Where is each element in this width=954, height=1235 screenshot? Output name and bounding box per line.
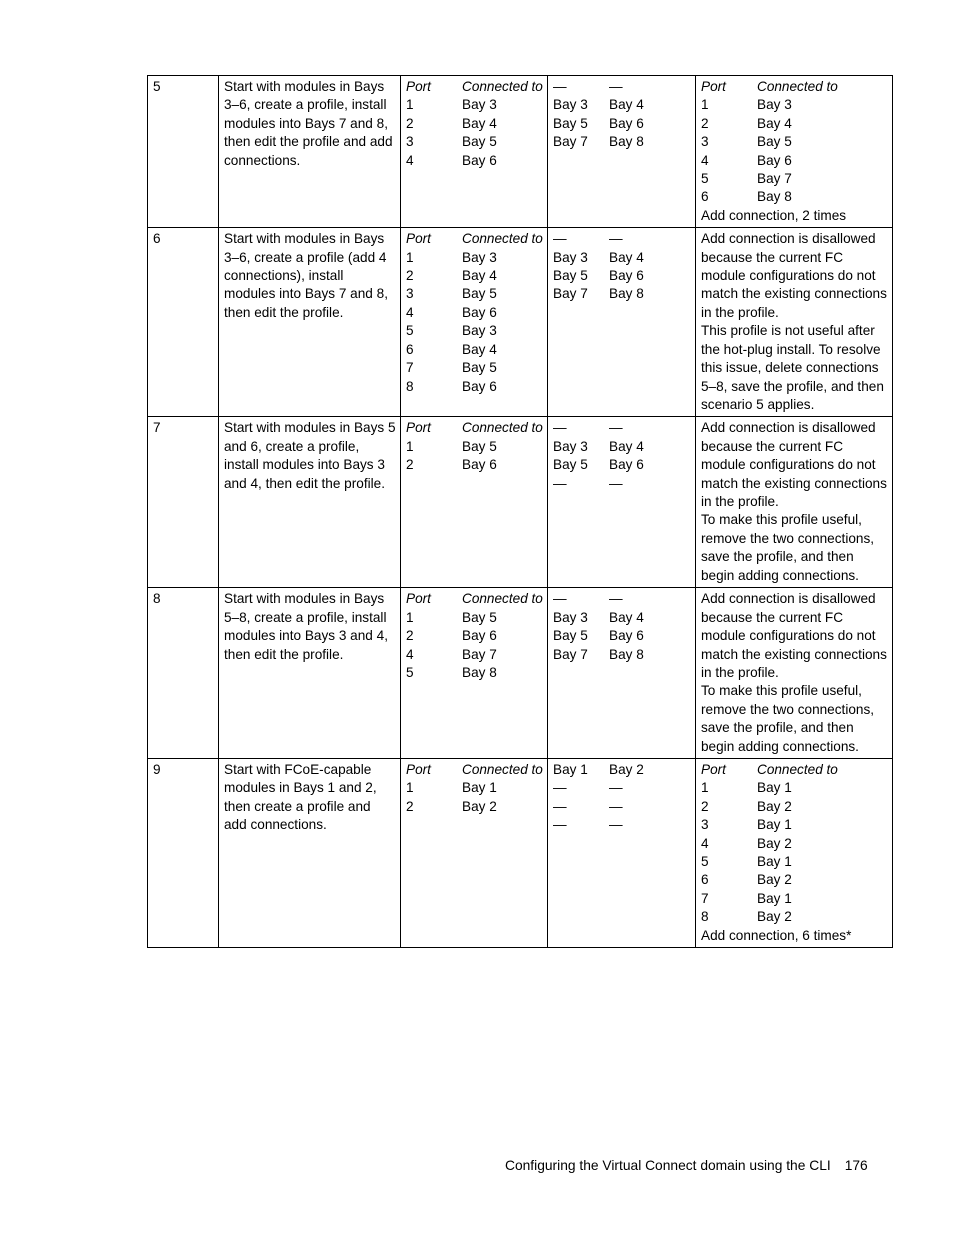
port-row: [406, 438, 543, 456]
port-row-right: Bay 3: [462, 323, 497, 339]
result-port-row-left: 1: [701, 97, 709, 113]
result-cell: [696, 758, 893, 947]
port-header-left: Port: [406, 79, 431, 94]
result-port-row: [701, 853, 888, 871]
result-cell: [696, 228, 893, 417]
port-row-right: Bay 3: [462, 249, 497, 265]
bay-row-right: Bay 6: [609, 115, 644, 131]
scenario-description-cell: [219, 228, 401, 417]
port-row-right: Bay 7: [462, 646, 497, 662]
scenario-description: Start with modules in Bays 3–6, create a profile (add 4 connections), install modules into Bays 7 and 8, then edit the profile.: [224, 231, 388, 320]
scenario-description-cell: [219, 417, 401, 588]
scenario-table-body: [148, 76, 893, 948]
scenario-number-cell: [148, 228, 219, 417]
bay-row-right: —: [609, 79, 623, 94]
result-port-row-right: Bay 2: [757, 909, 792, 925]
port-row: [406, 304, 543, 322]
port-header-left: Port: [406, 591, 431, 607]
port-header-left: Port: [406, 231, 431, 247]
bay-row-right: Bay 6: [609, 268, 644, 284]
bay-row-left: —: [553, 798, 567, 814]
port-row: [406, 609, 543, 627]
bay-row-left: Bay 5: [553, 628, 588, 644]
scenario-description: Start with modules in Bays 5 and 6, create a profile, install modules into Bays 3 and 4, then edit the profile.: [224, 420, 396, 491]
result-cell: [696, 417, 893, 588]
result-port-row-right: Bay 2: [757, 835, 792, 851]
port-row-right: Bay 4: [462, 341, 497, 357]
bay-modules-cell: [548, 758, 696, 947]
footer-title: Configuring the Virtual Connect domain using the CLI: [505, 1158, 831, 1173]
result-port-header-right: Connected to: [757, 79, 838, 94]
port-row: [406, 322, 543, 340]
bay-row-left: Bay 3: [553, 97, 588, 113]
port-header-right: Connected to: [462, 79, 543, 94]
scenario-number: 9: [153, 761, 161, 777]
bay-row-right: —: [609, 231, 623, 247]
bay-row-left: Bay 3: [553, 249, 588, 265]
port-header-right: Connected to: [462, 591, 543, 607]
scenario-description-cell: [219, 758, 401, 947]
result-port-row-right: Bay 7: [757, 171, 792, 187]
port-row-left: 4: [406, 646, 414, 662]
result-port-row: [701, 816, 888, 834]
port-row-left: 8: [406, 378, 414, 394]
bay-row-left: Bay 7: [553, 646, 588, 662]
port-row: [406, 456, 543, 474]
scenario-row: [148, 76, 893, 228]
result-port-row: [701, 835, 888, 853]
bay-row-right: —: [609, 475, 623, 491]
result-port-row-left: 7: [701, 890, 709, 906]
port-connections-cell: [401, 588, 548, 759]
port-row-right: Bay 6: [462, 628, 497, 644]
result-port-header: [701, 78, 888, 96]
port-row: [406, 378, 543, 396]
port-row-left: 1: [406, 438, 414, 454]
result-text: Add connection is disallowed because the current FC module configurations do not match the existing connections in the profile.: [701, 231, 887, 320]
result-port-row: [701, 170, 888, 188]
port-row-right: Bay 8: [462, 664, 497, 680]
scenario-number: 8: [153, 591, 161, 607]
result-port-row: [701, 890, 888, 908]
bay-row: [553, 609, 691, 627]
bay-row-right: Bay 4: [609, 97, 644, 113]
bay-row: [553, 475, 691, 493]
port-row-left: 1: [406, 609, 414, 625]
port-row-left: 2: [406, 798, 414, 814]
port-row: [406, 285, 543, 303]
port-row-right: Bay 5: [462, 360, 497, 376]
result-port-row-right: Bay 6: [757, 152, 792, 168]
result-port-row-right: Bay 4: [757, 115, 792, 131]
result-port-row: [701, 152, 888, 170]
result-port-row-left: 1: [701, 780, 709, 796]
port-header: [406, 761, 543, 779]
port-header: [406, 419, 543, 437]
scenario-row: [148, 758, 893, 947]
scenario-number-cell: [148, 417, 219, 588]
bay-row: [553, 816, 691, 834]
scenario-row: [148, 417, 893, 588]
scenario-number-cell: [148, 758, 219, 947]
bay-row-right: —: [609, 420, 623, 436]
bay-row: [553, 267, 691, 285]
bay-row-right: Bay 6: [609, 457, 644, 473]
bay-row: [553, 249, 691, 267]
bay-modules-cell: [548, 588, 696, 759]
port-row-left: 2: [406, 628, 414, 644]
port-header-right: Connected to: [462, 420, 543, 436]
bay-row: [553, 761, 691, 779]
port-header: [406, 230, 543, 248]
result-port-row-right: Bay 1: [757, 817, 792, 833]
port-row: [406, 341, 543, 359]
bay-row-left: Bay 7: [553, 286, 588, 302]
result-port-row-right: Bay 2: [757, 872, 792, 888]
result-text: Add connection is disallowed because the current FC module configurations do not match the existing connections in the profile.: [701, 420, 887, 509]
bay-row-left: Bay 7: [553, 134, 588, 150]
scenario-number: 5: [153, 79, 161, 94]
result-text: To make this profile useful, remove the two connections, save the profile, and then begin adding connections.: [701, 512, 875, 583]
bay-row: [553, 779, 691, 797]
port-row: [406, 249, 543, 267]
bay-row: [553, 96, 691, 114]
result-text: Add connection is disallowed because the current FC module configurations do not match the existing connections in the profile.: [701, 591, 887, 680]
result-text: This profile is not useful after the hot-plug install. To resolve this issue, delete connections 5–8, save the profile, and then scenario 5 applies.: [701, 323, 884, 412]
port-row-right: Bay 5: [462, 609, 497, 625]
result-port-row: [701, 96, 888, 114]
bay-modules-cell: [548, 228, 696, 417]
scenario-row: [148, 588, 893, 759]
port-row-right: Bay 6: [462, 457, 497, 473]
result-text: Add connection, 2 times: [701, 207, 847, 223]
result-port-row-left: 4: [701, 835, 709, 851]
result-port-row: [701, 115, 888, 133]
bay-row-right: Bay 2: [609, 761, 644, 777]
bay-row-right: Bay 8: [609, 286, 644, 302]
result-text: To make this profile useful, remove the two connections, save the profile, and then begin adding connections.: [701, 683, 875, 754]
bay-row-left: Bay 5: [553, 457, 588, 473]
bay-row-right: Bay 6: [609, 628, 644, 644]
result-port-row-left: 5: [701, 171, 709, 187]
port-row: [406, 798, 543, 816]
bay-row: [553, 230, 691, 248]
port-row: [406, 359, 543, 377]
port-row-left: 6: [406, 341, 414, 357]
bay-modules-cell: [548, 76, 696, 228]
scenario-description: Start with modules in Bays 3–6, create a profile, install modules into Bays 7 and 8, then edit the profile and add connections.: [224, 79, 393, 168]
result-port-header-right: Connected to: [757, 761, 838, 777]
port-row: [406, 779, 543, 797]
port-row-left: 5: [406, 664, 414, 680]
result-port-row: [701, 188, 888, 206]
port-row: [406, 96, 543, 114]
port-row-right: Bay 3: [462, 97, 497, 113]
result-port-row: [701, 779, 888, 797]
result-cell: [696, 76, 893, 228]
bay-row-left: —: [553, 420, 567, 436]
result-port-row: [701, 871, 888, 889]
port-header: [406, 590, 543, 608]
bay-row-right: Bay 4: [609, 438, 644, 454]
result-port-row-right: Bay 5: [757, 134, 792, 150]
result-text: Add connection, 6 times*: [701, 927, 852, 943]
bay-row: [553, 133, 691, 151]
result-port-row: [701, 908, 888, 926]
scenario-table: [147, 75, 893, 948]
bay-row-right: Bay 4: [609, 609, 644, 625]
bay-row-left: —: [553, 817, 567, 833]
bay-row: [553, 456, 691, 474]
port-header-right: Connected to: [462, 761, 543, 777]
bay-row: [553, 627, 691, 645]
bay-row: [553, 798, 691, 816]
port-connections-cell: [401, 758, 548, 947]
bay-row-left: Bay 3: [553, 438, 588, 454]
result-port-row-left: 3: [701, 817, 709, 833]
port-row-left: 1: [406, 249, 414, 265]
result-port-row-right: Bay 3: [757, 97, 792, 113]
result-port-row-right: Bay 2: [757, 798, 792, 814]
result-port-header-left: Port: [701, 79, 726, 94]
result-port-row: [701, 133, 888, 151]
port-row-left: 5: [406, 323, 414, 339]
port-row: [406, 646, 543, 664]
port-connections-cell: [401, 76, 548, 228]
page-footer: [505, 1158, 868, 1173]
port-connections-cell: [401, 417, 548, 588]
port-row-left: 7: [406, 360, 414, 376]
bay-row-right: —: [609, 780, 623, 796]
port-row: [406, 627, 543, 645]
bay-row-right: —: [609, 817, 623, 833]
result-port-row-left: 6: [701, 872, 709, 888]
result-port-row-left: 5: [701, 854, 709, 869]
result-port-row-left: 3: [701, 134, 709, 150]
port-row-right: Bay 2: [462, 798, 497, 814]
result-port-row-right: Bay 8: [757, 189, 792, 205]
port-header-left: Port: [406, 761, 431, 777]
bay-row: [553, 590, 691, 608]
port-row-right: Bay 5: [462, 438, 497, 454]
port-row-right: Bay 6: [462, 152, 497, 168]
port-row-right: Bay 4: [462, 268, 497, 284]
result-port-row-left: 8: [701, 909, 709, 925]
port-row: [406, 152, 543, 170]
scenario-number-cell: [148, 76, 219, 228]
port-row-left: 4: [406, 152, 414, 168]
scenario-row: [148, 228, 893, 417]
bay-row-left: Bay 5: [553, 268, 588, 284]
scenario-description: Start with modules in Bays 5–8, create a profile, install modules into Bays 3 and 4, then edit the profile.: [224, 591, 388, 662]
bay-row-left: —: [553, 780, 567, 796]
result-cell: [696, 588, 893, 759]
port-row: [406, 664, 543, 682]
bay-row-right: —: [609, 798, 623, 814]
port-row-left: 2: [406, 457, 414, 473]
scenario-number: 6: [153, 231, 161, 247]
bay-row: [553, 115, 691, 133]
port-row-left: 1: [406, 97, 414, 113]
port-row-left: 3: [406, 286, 414, 302]
scenario-description: Start with FCoE-capable modules in Bays 1 and 2, then create a profile and add connections.: [224, 761, 377, 833]
bay-row-left: —: [553, 79, 567, 94]
bay-row-left: —: [553, 475, 567, 491]
bay-row-right: Bay 8: [609, 646, 644, 662]
bay-row: [553, 438, 691, 456]
bay-row-left: Bay 1: [553, 761, 588, 777]
result-port-row-right: Bay 1: [757, 890, 792, 906]
bay-row: [553, 646, 691, 664]
port-header-left: Port: [406, 420, 431, 436]
port-row-left: 2: [406, 115, 414, 131]
bay-row-right: Bay 8: [609, 134, 644, 150]
port-row-right: Bay 1: [462, 780, 497, 796]
result-port-row-right: Bay 1: [757, 780, 792, 796]
bay-row-left: Bay 3: [553, 609, 588, 625]
bay-row: [553, 78, 691, 96]
bay-row-right: Bay 4: [609, 249, 644, 265]
port-row-left: 2: [406, 268, 414, 284]
bay-row-left: —: [553, 591, 567, 607]
port-header: [406, 78, 543, 96]
scenario-number-cell: [148, 588, 219, 759]
port-header-right: Connected to: [462, 231, 543, 247]
port-row-right: Bay 5: [462, 286, 497, 302]
bay-row-right: —: [609, 591, 623, 607]
bay-row: [553, 285, 691, 303]
result-port-row-right: Bay 1: [757, 854, 792, 869]
port-row-right: Bay 4: [462, 115, 497, 131]
result-port-row-left: 6: [701, 189, 709, 205]
scenario-description-cell: [219, 588, 401, 759]
port-row-left: 3: [406, 134, 414, 150]
scenario-number: 7: [153, 420, 161, 436]
bay-row-left: Bay 5: [553, 115, 588, 131]
bay-row-left: —: [553, 231, 567, 247]
result-port-row-left: 2: [701, 798, 709, 814]
port-row-right: Bay 6: [462, 378, 497, 394]
result-port-row-left: 4: [701, 152, 709, 168]
page-number: 176: [844, 1158, 868, 1173]
result-port-header-left: Port: [701, 761, 726, 777]
result-port-row-left: 2: [701, 115, 709, 131]
port-row: [406, 133, 543, 151]
scenario-description-cell: [219, 76, 401, 228]
port-row: [406, 115, 543, 133]
port-connections-cell: [401, 228, 548, 417]
bay-modules-cell: [548, 417, 696, 588]
result-port-header: [701, 761, 888, 779]
port-row-right: Bay 6: [462, 304, 497, 320]
port-row-left: 1: [406, 780, 414, 796]
port-row: [406, 267, 543, 285]
port-row-left: 4: [406, 304, 414, 320]
bay-row: [553, 419, 691, 437]
port-row-right: Bay 5: [462, 134, 497, 150]
result-port-row: [701, 798, 888, 816]
